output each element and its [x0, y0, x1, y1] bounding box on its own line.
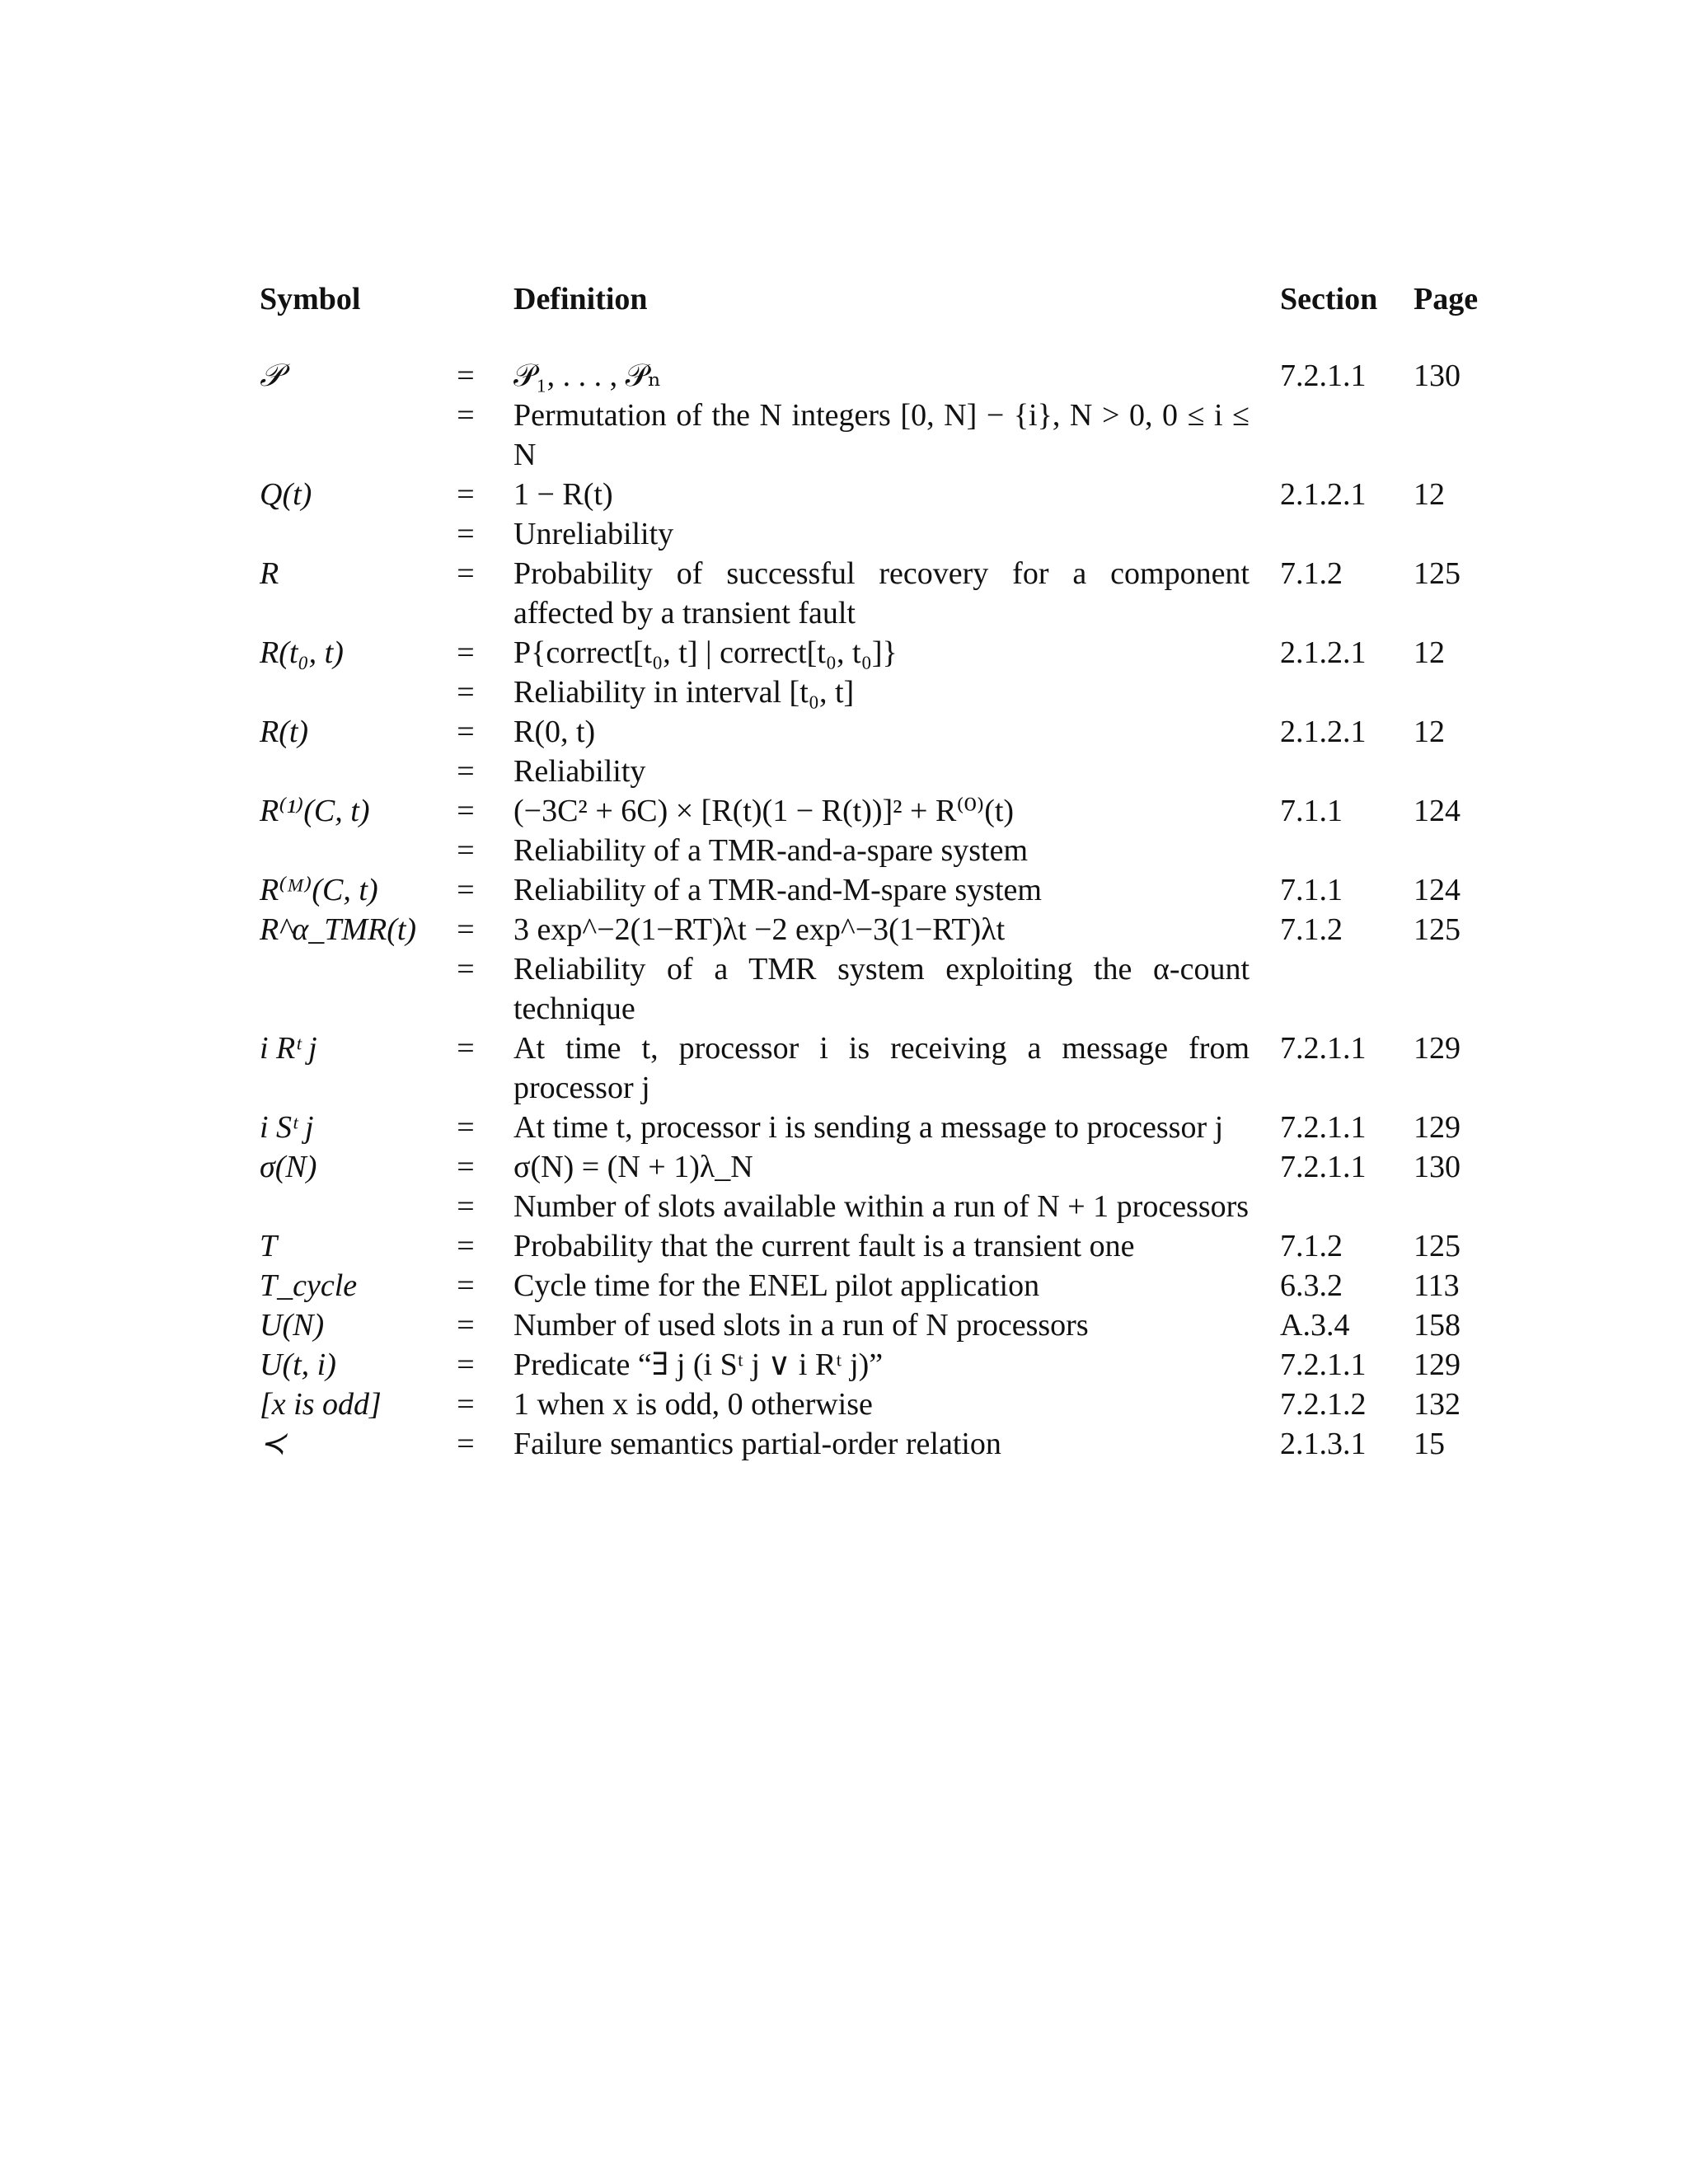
- row-equals: =: [457, 754, 475, 789]
- row-equals: =: [457, 635, 475, 670]
- table-row: [0, 1266, 1688, 1305]
- row-page: 129: [1414, 1031, 1461, 1066]
- row-equals: =: [457, 477, 475, 512]
- row-definition: 1 − R(t): [513, 477, 613, 512]
- row-page: 15: [1414, 1427, 1445, 1461]
- table-row: [0, 831, 1688, 870]
- row-page: 12: [1414, 477, 1445, 512]
- table-row: [0, 514, 1688, 554]
- row-definition: 3 exp^−2(1−RT)λt −2 exp^−3(1−RT)λt: [513, 912, 1006, 947]
- row-section: 7.2.1.1: [1280, 359, 1367, 393]
- table-row: [0, 712, 1688, 752]
- row-symbol: 𝒫: [260, 359, 283, 393]
- table-row: [0, 1345, 1688, 1385]
- row-section: 2.1.2.1: [1280, 715, 1367, 749]
- row-definition: Reliability of a TMR system exploiting the α-count technique: [513, 952, 1250, 1026]
- table-row: [0, 1226, 1688, 1266]
- row-definition: P{correct[t₀, t] | correct[t₀, t₀]}: [513, 635, 898, 670]
- row-symbol: T_cycle: [260, 1268, 358, 1303]
- row-page: 130: [1414, 359, 1461, 393]
- row-symbol: Q(t): [260, 477, 312, 512]
- row-definition: Cycle time for the ENEL pilot application: [513, 1268, 1040, 1303]
- row-definition: Failure semantics partial-order relation: [513, 1427, 1001, 1461]
- page-column-header: Page: [1414, 282, 1479, 316]
- row-section: 7.2.1.1: [1280, 1031, 1367, 1066]
- row-section: 6.3.2: [1280, 1268, 1343, 1303]
- row-definition: R(0, t): [513, 715, 596, 749]
- row-symbol: σ(N): [260, 1150, 317, 1184]
- row-section: 7.1.1: [1280, 794, 1343, 828]
- row-equals: =: [457, 715, 475, 749]
- row-equals: =: [457, 517, 475, 551]
- table-row: [0, 1385, 1688, 1424]
- row-section: 7.2.1.1: [1280, 1150, 1367, 1184]
- table-row: [0, 356, 1688, 396]
- row-symbol: R⁽ᴹ⁾(C, t): [260, 873, 378, 907]
- table-row: [0, 1187, 1688, 1226]
- row-definition: Permutation of the N integers [0, N] − {i}, N > 0, 0 ≤ i ≤ N: [513, 398, 1250, 472]
- row-equals: =: [457, 1110, 475, 1145]
- row-section: 7.1.2: [1280, 1229, 1343, 1263]
- table-row: [0, 910, 1688, 949]
- table-row: [0, 633, 1688, 673]
- row-page: 158: [1414, 1308, 1461, 1343]
- row-page: 130: [1414, 1150, 1461, 1184]
- row-definition: Number of slots available within a run of N + 1 processors: [513, 1189, 1250, 1224]
- row-page: 132: [1414, 1387, 1461, 1422]
- row-equals: =: [457, 359, 475, 393]
- row-page: 124: [1414, 794, 1461, 828]
- row-section: A.3.4: [1280, 1308, 1350, 1343]
- row-equals: =: [457, 1189, 475, 1224]
- table-row: [0, 475, 1688, 514]
- row-section: 7.1.2: [1280, 556, 1343, 591]
- row-equals: =: [457, 1268, 475, 1303]
- row-definition: 1 when x is odd, 0 otherwise: [513, 1387, 873, 1422]
- row-symbol: T: [260, 1229, 278, 1263]
- row-symbol: [x is odd]: [260, 1387, 382, 1422]
- row-section: 7.2.1.2: [1280, 1387, 1367, 1422]
- row-section: 2.1.2.1: [1280, 477, 1367, 512]
- row-equals: =: [457, 1427, 475, 1461]
- row-section: 7.1.1: [1280, 873, 1343, 907]
- row-equals: =: [457, 1031, 475, 1066]
- symbol-column-header: Symbol: [260, 282, 361, 316]
- row-equals: =: [457, 675, 475, 710]
- row-definition: Number of used slots in a run of N processors: [513, 1308, 1089, 1343]
- section-column-header: Section: [1280, 282, 1378, 316]
- row-section: 7.1.2: [1280, 912, 1343, 947]
- row-definition: Predicate “∃ j (i Sᵗ j ∨ i Rᵗ j)”: [513, 1347, 884, 1382]
- row-section: 7.2.1.1: [1280, 1110, 1367, 1145]
- row-equals: =: [457, 1347, 475, 1382]
- table-row: [0, 791, 1688, 831]
- row-definition: (−3C² + 6C) × [R(t)(1 − R(t))]² + R⁽⁰⁾(t): [513, 794, 1015, 828]
- row-equals: =: [457, 952, 475, 987]
- row-equals: =: [457, 1308, 475, 1343]
- row-equals: =: [457, 556, 475, 591]
- row-definition: Reliability: [513, 754, 646, 789]
- row-definition: 𝒫₁, . . . , 𝒫ₙ: [513, 359, 662, 393]
- row-symbol: R^α_TMR(t): [260, 912, 417, 947]
- row-equals: =: [457, 794, 475, 828]
- row-equals: =: [457, 873, 475, 907]
- row-symbol: R(t₀, t): [260, 635, 344, 670]
- row-page: 129: [1414, 1110, 1461, 1145]
- table-row: [0, 554, 1688, 633]
- row-equals: =: [457, 833, 475, 868]
- row-equals: =: [457, 1150, 475, 1184]
- table-row: [0, 1108, 1688, 1147]
- row-definition: At time t, processor i is receiving a message from processor j: [513, 1031, 1250, 1105]
- table-row: [0, 752, 1688, 791]
- definition-column-header: Definition: [513, 282, 648, 316]
- row-page: 113: [1414, 1268, 1460, 1303]
- row-symbol: U(N): [260, 1308, 325, 1343]
- table-row: [0, 870, 1688, 910]
- row-page: 129: [1414, 1347, 1461, 1382]
- row-symbol: i Sᵗ j: [260, 1110, 314, 1145]
- table-row: [0, 673, 1688, 712]
- row-definition: Reliability in interval [t₀, t]: [513, 675, 855, 710]
- row-definition: Probability of successful recovery for a component affected by a transient fault: [513, 556, 1250, 630]
- row-symbol: ≺: [260, 1427, 286, 1461]
- table-row: [0, 1029, 1688, 1108]
- row-equals: =: [457, 912, 475, 947]
- table-row: [0, 949, 1688, 1029]
- row-equals: =: [457, 398, 475, 433]
- row-equals: =: [457, 1387, 475, 1422]
- row-equals: =: [457, 1229, 475, 1263]
- row-definition: Probability that the current fault is a transient one: [513, 1229, 1135, 1263]
- table-row: [0, 1147, 1688, 1187]
- table-row: [0, 396, 1688, 475]
- row-section: 2.1.2.1: [1280, 635, 1367, 670]
- row-definition: Reliability of a TMR-and-M-spare system: [513, 873, 1042, 907]
- row-symbol: U(t, i): [260, 1347, 336, 1382]
- row-page: 124: [1414, 873, 1461, 907]
- row-page: 12: [1414, 635, 1445, 670]
- table-row: [0, 1424, 1688, 1464]
- row-page: 12: [1414, 715, 1445, 749]
- table-row: [0, 1305, 1688, 1345]
- row-page: 125: [1414, 556, 1461, 591]
- row-definition: σ(N) = (N + 1)λ_N: [513, 1150, 753, 1184]
- row-symbol: i Rᵗ j: [260, 1031, 317, 1066]
- symbol-table: [0, 356, 1688, 1464]
- row-definition: Unreliability: [513, 517, 674, 551]
- row-symbol: R(t): [260, 715, 309, 749]
- row-section: 7.2.1.1: [1280, 1347, 1367, 1382]
- row-symbol: R: [260, 556, 279, 591]
- row-definition: Reliability of a TMR-and-a-spare system: [513, 833, 1029, 868]
- row-definition: At time t, processor i is sending a message to processor j: [513, 1110, 1224, 1145]
- row-symbol: R⁽¹⁾(C, t): [260, 794, 370, 828]
- row-section: 2.1.3.1: [1280, 1427, 1367, 1461]
- row-page: 125: [1414, 912, 1461, 947]
- row-page: 125: [1414, 1229, 1461, 1263]
